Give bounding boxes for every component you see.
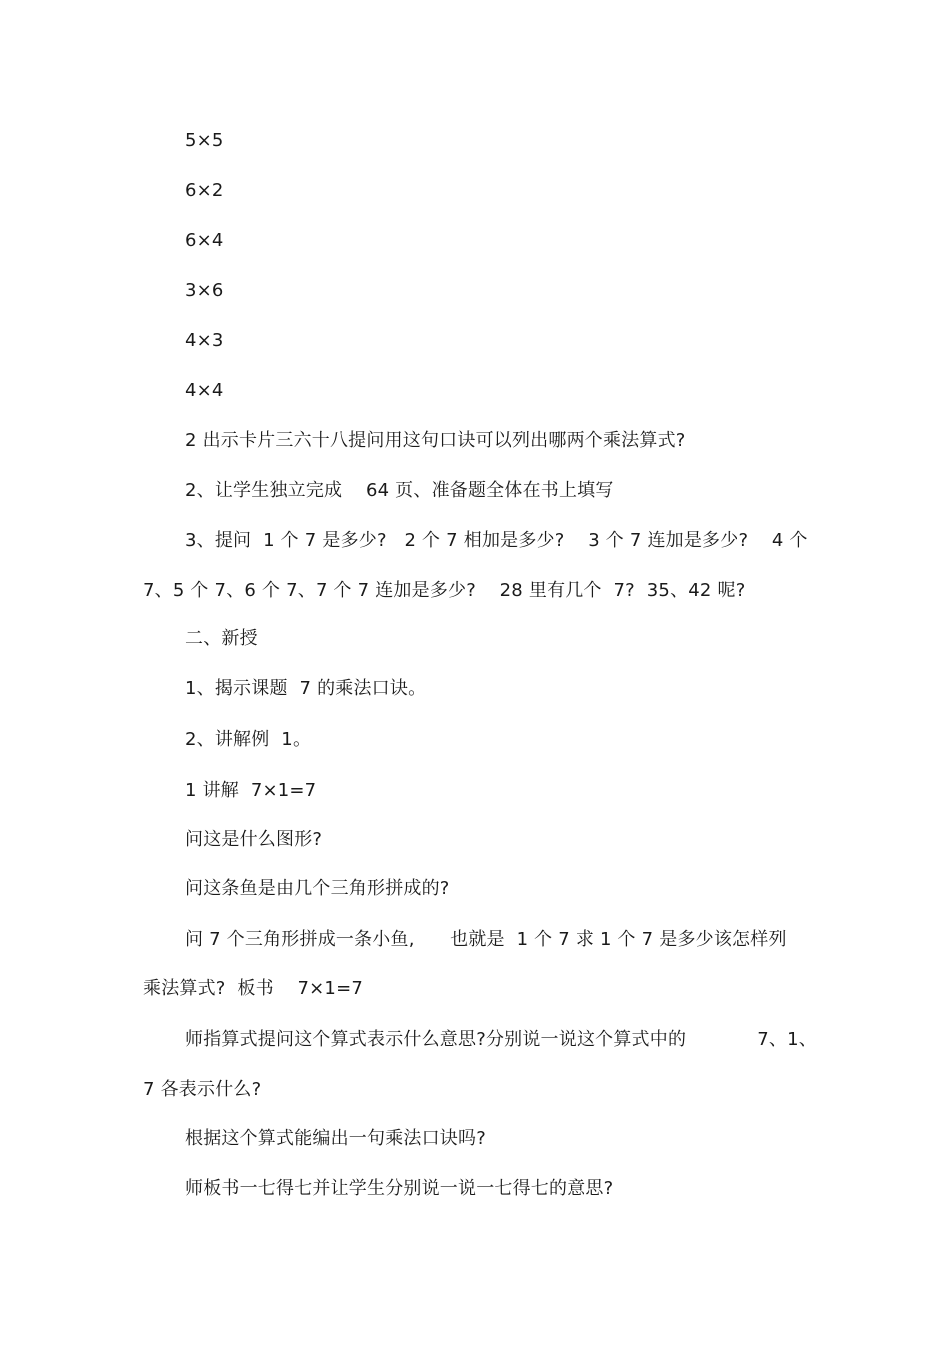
text-line: 3×6: [185, 280, 224, 301]
text-line: 1、揭示课题 7 的乘法口诀。: [185, 678, 427, 699]
text-line: 7、5 个 7、6 个 7、7 个 7 连加是多少? 28 里有几个 7? 35、42 呢?: [143, 580, 746, 601]
text-line: 问这条鱼是由几个三角形拼成的?: [185, 878, 450, 899]
text-line: 师指算式提问这个算式表示什么意思?分别说一说这个算式中的 7、1、: [185, 1029, 817, 1050]
text-line: 5×5: [185, 130, 224, 151]
text-line: 6×4: [185, 230, 224, 251]
text-line: 6×2: [185, 180, 224, 201]
text-line: 2、让学生独立完成 64 页、准备题全体在书上填写: [185, 480, 614, 501]
text-line: 问 7 个三角形拼成一条小鱼, 也就是 1 个 7 求 1 个 7 是多少该怎样列: [185, 929, 787, 950]
text-line: 师板书一七得七并让学生分别说一说一七得七的意思?: [185, 1178, 614, 1199]
text-line: 7 各表示什么?: [143, 1079, 262, 1100]
text-line: 2、讲解例 1。: [185, 729, 312, 750]
text-line: 4×4: [185, 380, 224, 401]
text-line: 3、提问 1 个 7 是多少? 2 个 7 相加是多少? 3 个 7 连加是多少? 4 个: [185, 530, 808, 551]
text-line: 2 出示卡片三六十八提问用这句口诀可以列出哪两个乘法算式?: [185, 430, 686, 451]
text-line: 乘法算式? 板书 7×1=7: [143, 978, 364, 999]
text-line: 4×3: [185, 330, 224, 351]
text-line: 1 讲解 7×1=7: [185, 780, 317, 801]
text-line: 根据这个算式能编出一句乘法口诀吗?: [185, 1128, 486, 1149]
section-heading: 二、新授: [185, 628, 258, 649]
text-line: 问这是什么图形?: [185, 829, 323, 850]
